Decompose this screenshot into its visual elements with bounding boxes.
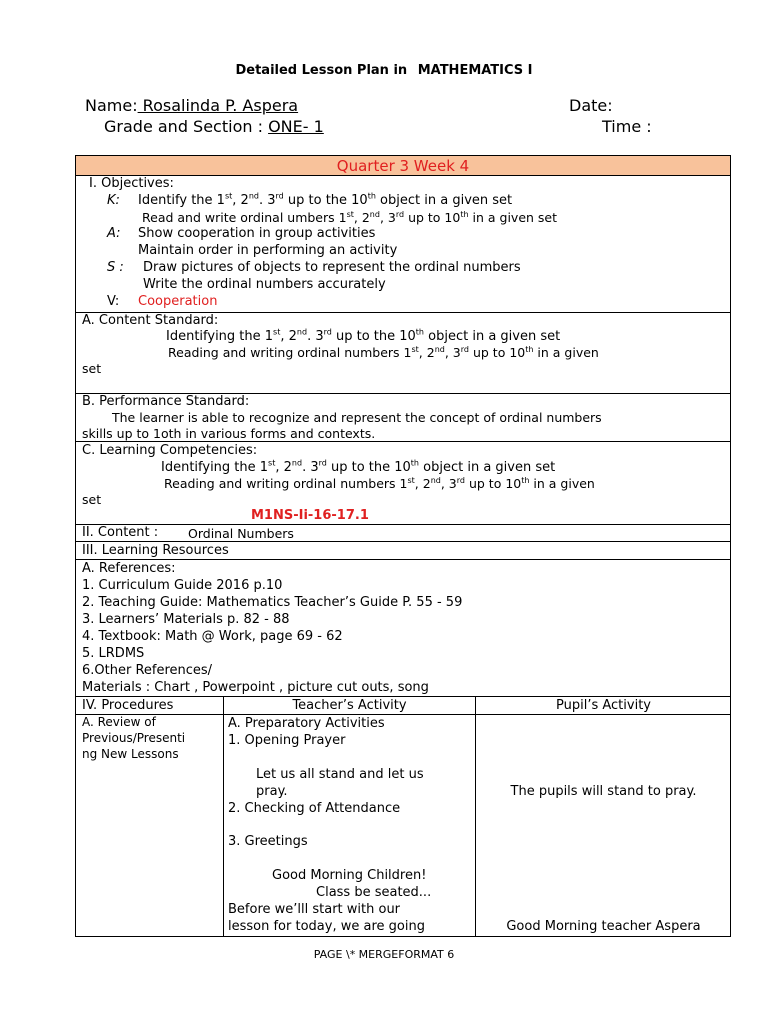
content-label: II. Content :	[82, 525, 159, 540]
k-line-1: Identify the 1st, 2nd. 3rd up to the 10th object in a given set	[138, 191, 513, 208]
competencies-heading: C. Learning Competencies:	[82, 443, 258, 458]
quarter-row	[75, 155, 731, 176]
s-label: S :	[107, 260, 124, 275]
title-label: Detailed Lesson Plan in	[235, 63, 408, 78]
grade-line	[104, 117, 324, 136]
resources-heading-row	[75, 541, 731, 560]
content-standard-line-2: Reading and writing ordinal numbers 1st, 2nd, 3rd up to 10th in a given	[168, 344, 599, 360]
resource-item: Materials : Chart , Powerpoint , picture cut outs, song	[82, 680, 429, 695]
s-line-1: Draw pictures of objects to represent the ordinal numbers	[143, 260, 521, 275]
resource-item: 3. Learners’ Materials p. 82 - 88	[82, 612, 290, 627]
competencies-section	[75, 441, 731, 525]
competencies-line-3: set	[82, 492, 102, 507]
performance-standard-heading: B. Performance Standard:	[82, 394, 250, 409]
teacher-line: Before we’lll start with our	[228, 902, 401, 917]
teacher-line: Class be seated...	[316, 885, 432, 900]
content-standard-heading: A. Content Standard:	[82, 313, 219, 328]
name-value: Rosalinda P. Aspera	[137, 96, 299, 115]
content-value: Ordinal Numbers	[188, 526, 294, 541]
objectives-section	[75, 175, 731, 313]
competency-code: M1NS-Ii-16-17.1	[251, 508, 369, 523]
resource-item: 2. Teaching Guide: Mathematics Teacher’s Guide P. 55 - 59	[82, 595, 463, 610]
content-standard-line-3: set	[82, 361, 102, 376]
page-footer: PAGE \* MERGEFORMAT 6	[313, 948, 455, 961]
a-label: A:	[107, 226, 121, 241]
resource-item: 1. Curriculum Guide 2016 p.10	[82, 578, 283, 593]
teacher-line: lesson for today, we are going	[228, 919, 425, 934]
performance-standard-line-2: skills up to 1oth in various forms and contexts.	[82, 426, 376, 441]
procedures-body-row	[75, 714, 731, 937]
content-standard-line-1: Identifying the 1st, 2nd. 3rd up to the 10th object in a given set	[166, 327, 561, 344]
v-label: V:	[107, 294, 120, 309]
resource-item: 4. Textbook: Math @ Work, page 69 - 62	[82, 629, 343, 644]
resources-heading: III. Learning Resources	[82, 543, 229, 558]
teacher-line: Let us all stand and let us	[256, 767, 424, 782]
teacher-line: 2. Checking of Attendance	[228, 801, 401, 816]
procedure-step-label: Previous/Presenti	[82, 731, 186, 745]
title-subject: MATHEMATICS I	[417, 63, 533, 78]
teacher-activity-header: Teacher’s Activity	[292, 698, 407, 713]
procedure-step-label: A. Review of	[82, 715, 156, 729]
teacher-line: Good Morning Children!	[272, 868, 427, 883]
content-standard-section	[75, 312, 731, 394]
a-line-1: Show cooperation in group activities	[138, 226, 376, 241]
grade-label: Grade and Section :	[104, 117, 263, 136]
content-row	[75, 524, 731, 542]
competencies-line-2: Reading and writing ordinal numbers 1st, 2nd, 3rd up to 10th in a given	[164, 475, 595, 491]
teacher-line: 1. Opening Prayer	[228, 733, 346, 748]
name-line	[85, 96, 298, 115]
a-line-2: Maintain order in performing an activity	[138, 243, 398, 258]
column-divider	[475, 715, 476, 936]
teacher-line: A. Preparatory Activities	[228, 716, 385, 731]
column-divider	[223, 715, 224, 936]
pupil-line: The pupils will stand to pray.	[510, 784, 697, 799]
date-label: Date:	[569, 96, 613, 115]
competencies-line-1: Identifying the 1st, 2nd. 3rd up to the 10th object in a given set	[161, 458, 556, 475]
teacher-line: pray.	[256, 784, 288, 799]
performance-standard-section	[75, 393, 731, 442]
k-label: K:	[107, 193, 120, 208]
teacher-line: 3. Greetings	[228, 834, 308, 849]
performance-standard-line-1: The learner is able to recognize and represent the concept of ordinal numbers	[112, 410, 602, 425]
time-label: Time :	[602, 117, 652, 136]
k-line-2: Read and write ordinal umbers 1st, 2nd, 3rd up to 10th in a given set	[142, 209, 558, 225]
s-line-2: Write the ordinal numbers accurately	[143, 277, 386, 292]
resource-item: A. References:	[82, 561, 176, 576]
grade-value: ONE- 1	[268, 117, 324, 136]
objectives-heading: I. Objectives:	[89, 176, 174, 191]
resource-item: 5. LRDMS	[82, 646, 145, 661]
resources-section	[75, 559, 731, 697]
document-title	[0, 63, 768, 78]
pupil-line: Good Morning teacher Aspera	[506, 919, 701, 934]
pupil-activity-header: Pupil’s Activity	[556, 698, 651, 713]
quarter-label: Quarter 3 Week 4	[336, 157, 470, 175]
procedure-step-label: ng New Lessons	[82, 747, 179, 761]
procedures-header: IV. Procedures	[82, 698, 174, 713]
name-label: Name:	[85, 96, 138, 115]
resource-item: 6.Other References/	[82, 663, 213, 678]
v-value: Cooperation	[138, 294, 218, 309]
procedures-header-row	[75, 696, 731, 715]
